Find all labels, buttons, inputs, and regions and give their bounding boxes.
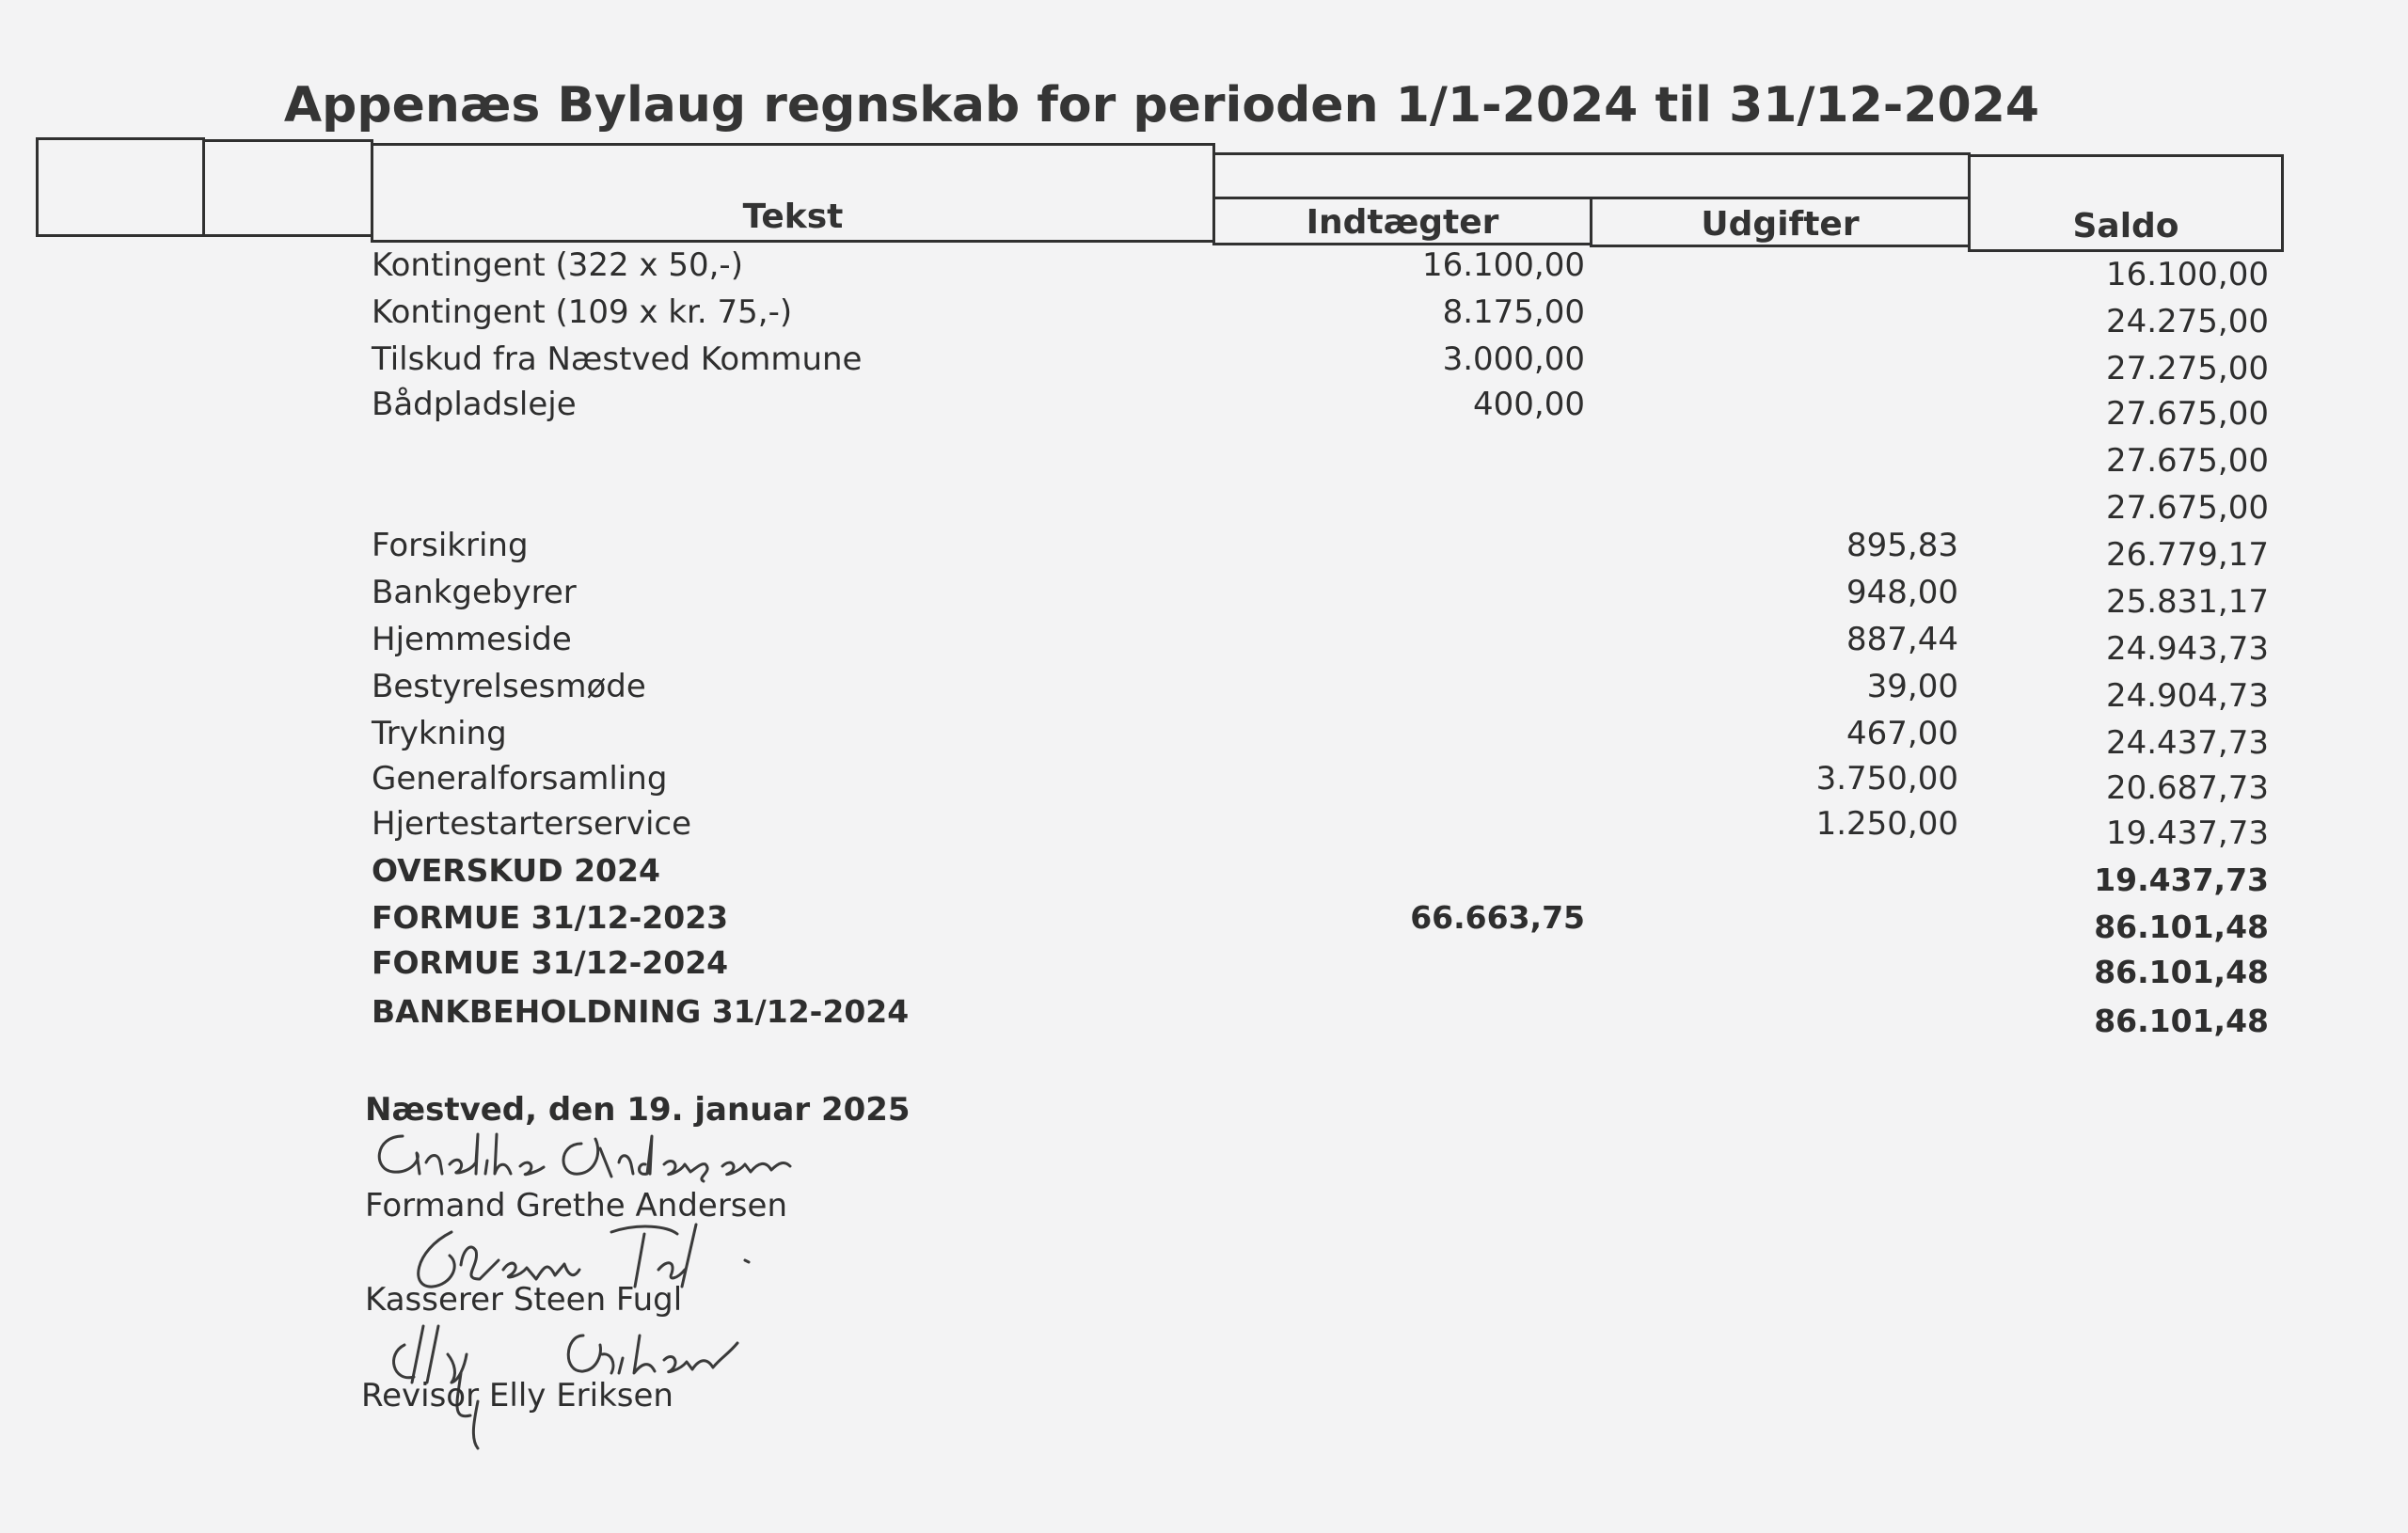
row-balance: 26.779,17: [2105, 536, 2269, 574]
table-row: [0, 386, 2408, 433]
row-balance: 19.437,73: [2105, 814, 2269, 852]
row-label: Bådpladsleje: [372, 386, 577, 423]
table-row: [0, 246, 2408, 293]
row-label: Generalforsamling: [372, 760, 668, 798]
row-label: Bestyrelsesmøde: [372, 668, 646, 705]
table-row: [0, 433, 2408, 480]
table-row: [0, 715, 2408, 762]
signer-kasserer: Kasserer Steen Fugl: [365, 1281, 683, 1319]
document-title: Appenæs Bylaug regnskab for perioden 1/1-2024 til 31/12-2024: [283, 77, 2040, 134]
row-label: FORMUE 31/12-2023: [372, 899, 729, 936]
row-label: Forsikring: [372, 527, 529, 564]
row-balance: 27.675,00: [2105, 395, 2269, 433]
row-expense: 1.250,00: [1815, 805, 1958, 843]
table-row: [0, 993, 2408, 1040]
header-cell-group: [1212, 152, 1971, 199]
row-label: Tilskud fra Næstved Kommune: [372, 340, 863, 378]
row-balance: 27.675,00: [2105, 442, 2269, 480]
row-expense: 3.750,00: [1815, 760, 1958, 798]
table-row: [0, 805, 2408, 852]
header-udgifter: Udgifter: [1701, 205, 1860, 244]
row-expense: 948,00: [1846, 574, 1958, 611]
row-income: 8.175,00: [1442, 293, 1585, 331]
row-income: 3.000,00: [1442, 340, 1585, 378]
table-row: [0, 899, 2408, 946]
row-expense: 887,44: [1846, 621, 1958, 658]
row-balance: 86.101,48: [2094, 909, 2269, 945]
row-label: Kontingent (322 x 50,-): [372, 246, 743, 284]
header-indtaegter: Indtægter: [1306, 203, 1499, 242]
row-label: OVERSKUD 2024: [372, 852, 660, 889]
table-row: [0, 621, 2408, 668]
row-balance: 25.831,17: [2105, 583, 2269, 621]
table-row: [0, 760, 2408, 807]
row-label: Kontingent (109 x kr. 75,-): [372, 293, 793, 331]
row-label: BANKBEHOLDNING 31/12-2024: [372, 993, 910, 1030]
row-balance: 27.275,00: [2105, 350, 2269, 387]
row-balance: 27.675,00: [2105, 489, 2269, 527]
row-balance: 20.687,73: [2105, 769, 2269, 807]
row-income: 16.100,00: [1421, 246, 1585, 284]
row-label: Hjemmeside: [372, 621, 572, 658]
signer-formand: Formand Grethe Andersen: [365, 1187, 787, 1225]
table-row: [0, 527, 2408, 574]
signer-revisor: Revisor Elly Eriksen: [361, 1377, 673, 1414]
header-tekst: Tekst: [742, 198, 844, 236]
row-balance: 24.904,73: [2105, 677, 2269, 715]
header-cell-empty-1: [36, 137, 205, 237]
table-row: [0, 668, 2408, 715]
row-balance: 24.275,00: [2105, 303, 2269, 340]
row-balance: 16.100,00: [2105, 256, 2269, 293]
row-balance: 19.437,73: [2094, 861, 2269, 898]
table-row: [0, 480, 2408, 527]
row-expense: 39,00: [1866, 668, 1958, 705]
header-cell-empty-2: [202, 139, 373, 237]
row-label: FORMUE 31/12-2024: [372, 944, 729, 981]
header-saldo: Saldo: [2072, 207, 2179, 245]
row-income: 66.663,75: [1410, 899, 1585, 936]
row-balance: 24.943,73: [2105, 630, 2269, 668]
row-label: Bankgebyrer: [372, 574, 577, 611]
place-date: Næstved, den 19. januar 2025: [365, 1091, 911, 1129]
row-balance: 86.101,48: [2094, 1003, 2269, 1039]
row-expense: 467,00: [1846, 715, 1958, 752]
table-row: [0, 340, 2408, 387]
row-balance: 86.101,48: [2094, 954, 2269, 990]
row-label: Trykning: [372, 715, 507, 752]
row-expense: 895,83: [1846, 527, 1958, 564]
row-label: Hjertestarterservice: [372, 805, 692, 843]
row-balance: 24.437,73: [2105, 724, 2269, 762]
table-row: [0, 293, 2408, 340]
table-row: [0, 944, 2408, 991]
table-row: [0, 852, 2408, 899]
table-row: [0, 574, 2408, 621]
row-income: 400,00: [1473, 386, 1585, 423]
